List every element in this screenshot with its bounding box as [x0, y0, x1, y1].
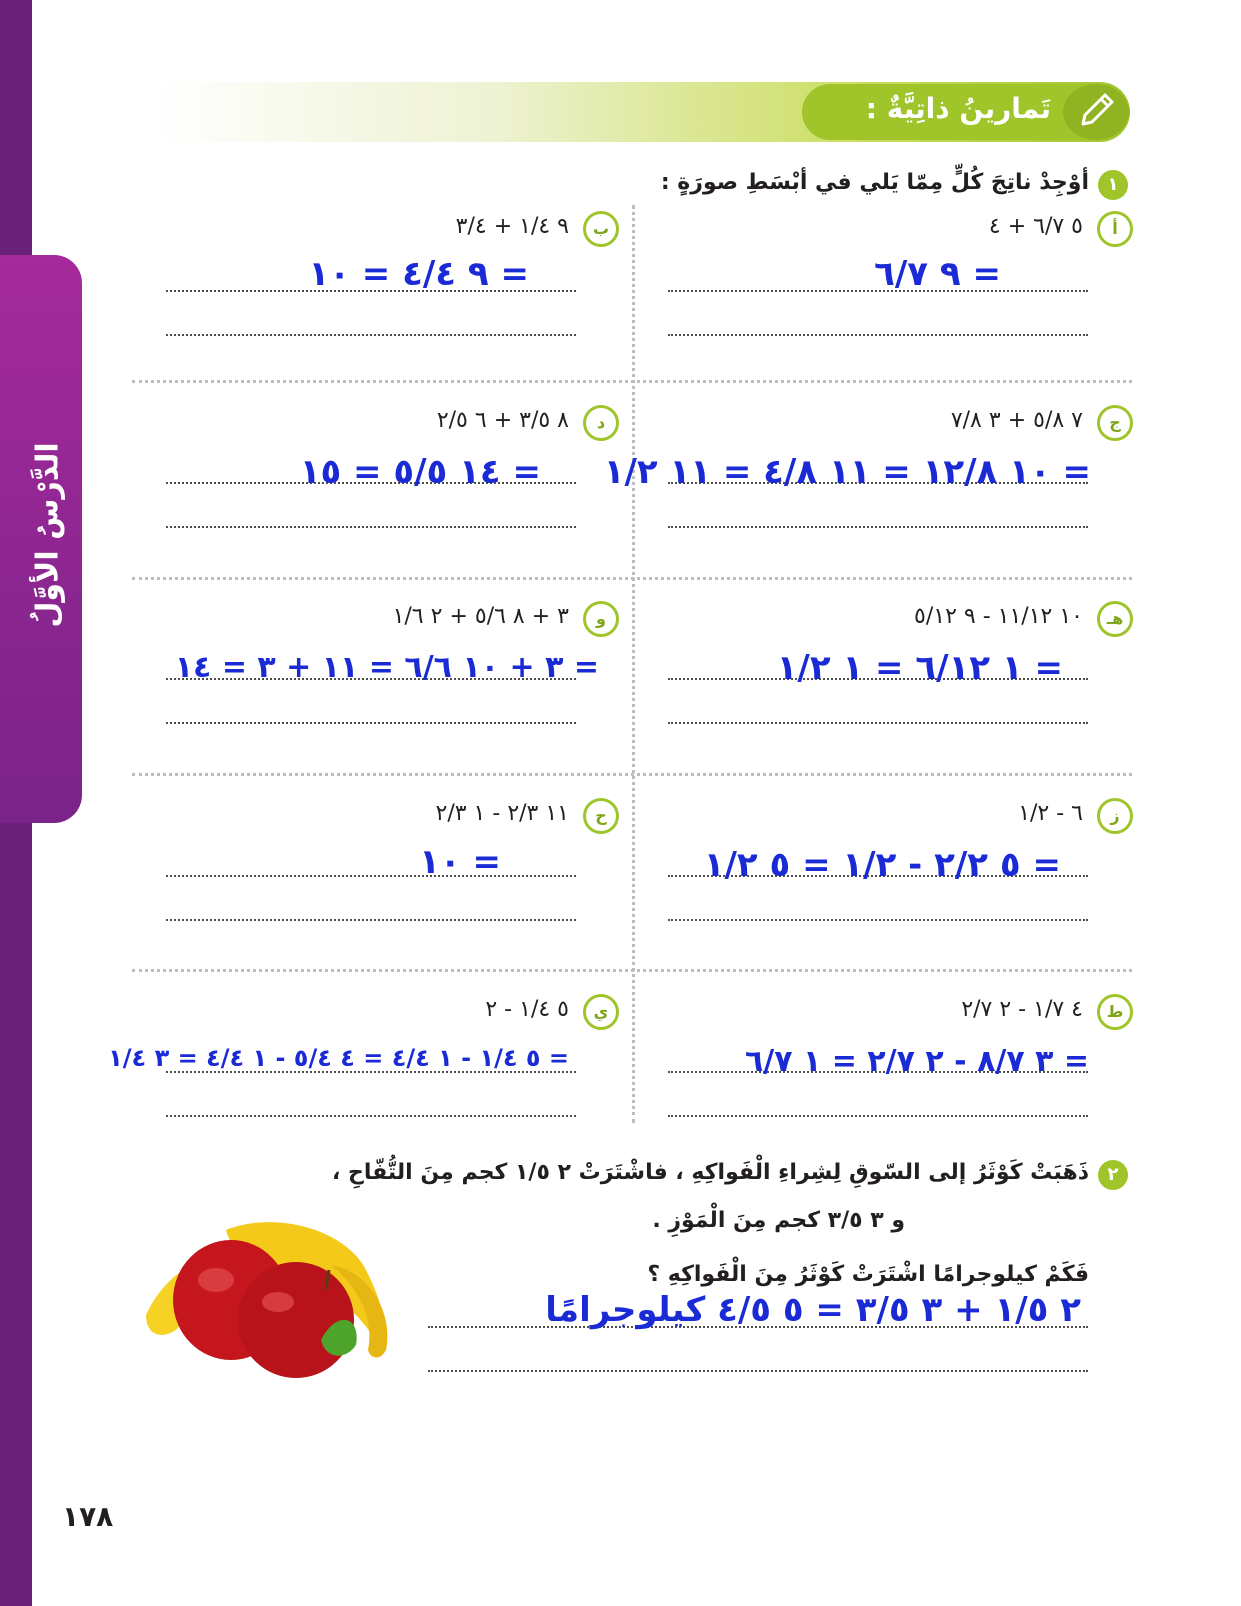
answer-line — [166, 875, 576, 877]
handwritten-answer-e: = ١ ٦/١٢ = ١ ١/٢ — [776, 648, 1063, 688]
item-letter-j: ي — [583, 994, 619, 1030]
question-1-text: أوْجِدْ ناتِجَ كُلٍّ مِمّا يَلي في أبْسَطِ صورَةٍ : — [660, 170, 1089, 195]
column-separator — [632, 205, 635, 1123]
handwritten-answer-f: = ٣ + ١٠ ٦/٦ = ١١ + ٣ = ١٤ — [174, 650, 599, 685]
item-letter-d: د — [583, 405, 619, 441]
answer-line — [668, 526, 1088, 528]
row-separator — [132, 380, 1132, 383]
row-separator — [132, 773, 1132, 776]
answer-line — [166, 919, 576, 921]
item-expression-d: ٨ ٣/٥ + ٦ ٢/٥ — [436, 408, 569, 433]
item-expression-g: ٦ - ١/٢ — [1018, 801, 1083, 826]
item-expression-h: ١١ ٢/٣ - ١ ٢/٣ — [435, 801, 569, 826]
question-2-question: فَكَمْ كيلوجرامًا اشْتَرَتْ كَوْثَرُ مِنَ الْفَواكِهِ ؟ — [647, 1262, 1089, 1287]
row-separator — [132, 969, 1132, 972]
item-letter-c: ج — [1097, 405, 1133, 441]
answer-line — [166, 722, 576, 724]
item-letter-e: هـ — [1097, 601, 1133, 637]
answer-line — [166, 334, 576, 336]
fruit-image — [136, 1210, 398, 1380]
item-expression-i: ٤ ١/٧ - ٢ ٢/٧ — [961, 997, 1083, 1022]
item-letter-b: ب — [583, 211, 619, 247]
item-expression-b: ٩ ١/٤ + ٣/٤ — [455, 214, 569, 239]
handwritten-answer-h: = ١٠ — [419, 842, 501, 882]
answer-line — [668, 334, 1088, 336]
answer-line — [166, 1115, 576, 1117]
handwritten-answer-g: = ٥ ٢/٢ - ١/٢ = ٥ ١/٢ — [703, 845, 1061, 885]
item-letter-a: أ — [1097, 211, 1133, 247]
answer-line — [428, 1370, 1088, 1372]
handwritten-answer-b: = ٩ ٤/٤ = ١٠ — [308, 254, 529, 294]
question-2-line2: و ٣ ٣/٥ كجم مِنَ الْمَوْزِ . — [652, 1208, 905, 1233]
item-letter-f: و — [583, 601, 619, 637]
question-2-line1: ذَهَبَتْ كَوْثَرُ إلى السّوقِ لِشِراءِ الْفَواكِهِ ، فاشْتَرَتْ ٢ ١/٥ كجم مِنَ التُّفّاحِ ، — [331, 1160, 1089, 1185]
item-letter-g: ز — [1097, 798, 1133, 834]
pencil-icon — [1063, 84, 1129, 140]
handwritten-answer-a: = ٩ ٦/٧ — [874, 254, 1001, 294]
question-1-number: ١ — [1098, 170, 1128, 200]
item-expression-a: ٥ ٦/٧ + ٤ — [988, 214, 1083, 239]
item-expression-f: ٣ + ٨ ٥/٦ + ٢ ١/٦ — [392, 604, 569, 629]
handwritten-answer-d: = ١٤ ٥/٥ = ١٥ — [299, 452, 541, 492]
item-expression-e: ١٠ ١١/١٢ - ٩ ٥/١٢ — [914, 604, 1083, 629]
item-expression-j: ٥ ١/٤ - ٢ — [485, 997, 569, 1022]
row-separator — [132, 577, 1132, 580]
answer-line — [668, 1115, 1088, 1117]
page-number: ١٧٨ — [62, 1500, 114, 1533]
handwritten-answer-c: = ١٠ ١٢/٨ = ١١ ٤/٨ = ١١ ١/٢ — [603, 452, 1091, 492]
lesson-label: الدَّرْسُ الأوَّلُ — [30, 442, 66, 628]
answer-line — [668, 722, 1088, 724]
answer-line — [166, 526, 576, 528]
handwritten-answer-i: = ٣ ٨/٧ - ٢ ٢/٧ = ١ ٦/٧ — [745, 1044, 1089, 1079]
item-expression-c: ٧ ٥/٨ + ٣ ٧/٨ — [950, 408, 1083, 433]
handwritten-answer-j: = ٥ ١/٤ - ١ ٤/٤ = ٤ ٥/٤ - ١ ٤/٤ = ٣ ١/٤ — [108, 1044, 569, 1072]
answer-line — [668, 919, 1088, 921]
question-2-number: ٢ — [1098, 1160, 1128, 1190]
section-title: تَمارينُ ذاتِيَّةٌ : — [865, 92, 1051, 125]
handwritten-answer-q2: ٢ ١/٥ + ٣ ٣/٥ = ٥ ٤/٥ كيلوجرامًا — [545, 1290, 1081, 1330]
item-letter-i: ط — [1097, 994, 1133, 1030]
item-letter-h: ح — [583, 798, 619, 834]
